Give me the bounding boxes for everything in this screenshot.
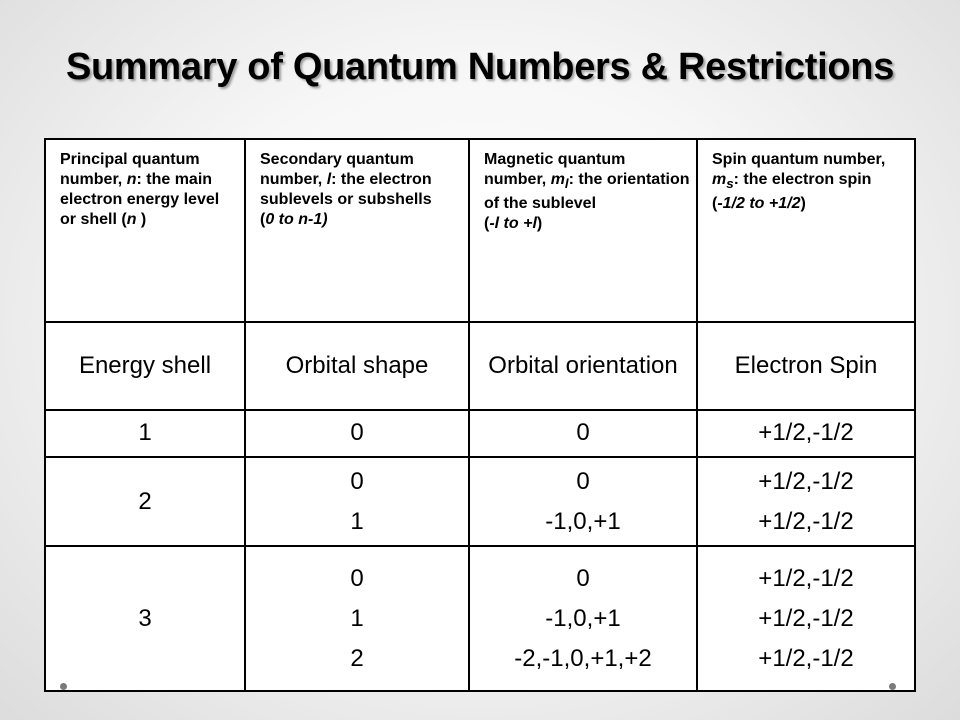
magnetic-description-text: Magnetic quantum number, <box>484 151 626 188</box>
header-row <box>45 322 915 410</box>
magnetic-variable-subscript: l <box>564 176 569 192</box>
principal-description-close: ) <box>136 211 147 228</box>
magnetic-description-cell <box>469 139 697 322</box>
spin-range: -1/2 to +1/2 <box>717 195 801 213</box>
shape-value: 1 <box>350 604 364 632</box>
magnetic-range-close: ) <box>536 215 543 233</box>
header-orbital-orientation: Orbital orientation <box>469 322 697 410</box>
secondary-variable: l <box>326 171 332 188</box>
orientation-value: -1,0,+1 <box>545 507 621 535</box>
magnetic-range-line <box>484 214 690 234</box>
header-electron-spin: Electron Spin <box>697 322 915 410</box>
orientation-cell <box>469 410 697 457</box>
corner-dot-right <box>889 683 896 690</box>
principal-description-text: Principal quantum number, <box>60 151 200 188</box>
spin-value: +1/2,-1/2 <box>758 507 854 535</box>
shell-cell: 2 <box>45 457 245 547</box>
spin-value: +1/2,-1/2 <box>758 644 854 672</box>
orientation-value: 0 <box>576 419 590 447</box>
slide-title: Summary of Quantum Numbers & Restrictions <box>65 46 895 88</box>
spin-value: +1/2,-1/2 <box>758 467 854 495</box>
orientation-cell <box>469 457 697 547</box>
shape-value: 1 <box>350 507 364 535</box>
secondary-range-open: ( <box>260 211 266 228</box>
shape-cell <box>245 546 469 691</box>
secondary-description-text: Secondary quantum number, <box>260 151 414 188</box>
spin-description-text: Spin quantum number, <box>712 151 886 168</box>
quantum-numbers-table <box>44 138 916 692</box>
spin-range-open: ( <box>712 195 718 213</box>
spin-range-line <box>712 194 908 214</box>
spin-value: +1/2,-1/2 <box>758 564 854 592</box>
table-row <box>45 546 915 691</box>
secondary-range-line <box>260 210 462 230</box>
shape-cell <box>245 457 469 547</box>
header-energy-shell: Energy shell <box>45 322 245 410</box>
spin-description-cell <box>697 139 915 322</box>
orientation-value: -2,-1,0,+1,+2 <box>514 644 652 672</box>
table-row <box>45 410 915 457</box>
shape-cell <box>245 410 469 457</box>
spin-value: +1/2,-1/2 <box>758 604 854 632</box>
orientation-value: 0 <box>576 467 590 495</box>
secondary-description-cell <box>245 139 469 322</box>
shell-cell: 3 <box>45 546 245 691</box>
spin-variable: m <box>712 171 727 188</box>
spin-value: +1/2,-1/2 <box>758 419 854 447</box>
shape-value: 0 <box>350 467 364 495</box>
principal-description-cell <box>45 139 245 322</box>
spin-cell <box>697 546 915 691</box>
spin-cell <box>697 457 915 547</box>
spin-variable-subscript: s <box>726 176 734 192</box>
corner-dot-left <box>60 683 67 690</box>
principal-variable-repeat: n <box>126 211 137 228</box>
magnetic-range: -l to +l <box>489 215 537 233</box>
spin-range-close: ) <box>800 195 806 213</box>
secondary-range: 0 to n-1) <box>265 211 328 228</box>
shape-value: 0 <box>350 564 364 592</box>
description-row <box>45 139 915 322</box>
spin-cell <box>697 410 915 457</box>
magnetic-variable: m <box>550 171 565 188</box>
orientation-cell <box>469 546 697 691</box>
principal-variable: n <box>126 171 137 188</box>
shape-value: 2 <box>350 644 364 672</box>
orientation-value: 0 <box>576 564 590 592</box>
magnetic-description-detail: : the orientation of the sublevel <box>484 171 690 213</box>
table-row <box>45 457 915 547</box>
header-orbital-shape: Orbital shape <box>245 322 469 410</box>
shell-cell: 1 <box>45 410 245 457</box>
orientation-value: -1,0,+1 <box>545 604 621 632</box>
shape-value: 0 <box>350 419 364 447</box>
secondary-description-detail: : the electron sublevels or subshells <box>260 171 432 208</box>
spin-description-detail: : the electron spin <box>733 171 872 188</box>
principal-description-detail: : the main electron energy level or shell ( <box>60 171 220 228</box>
magnetic-range-open: ( <box>484 215 490 233</box>
